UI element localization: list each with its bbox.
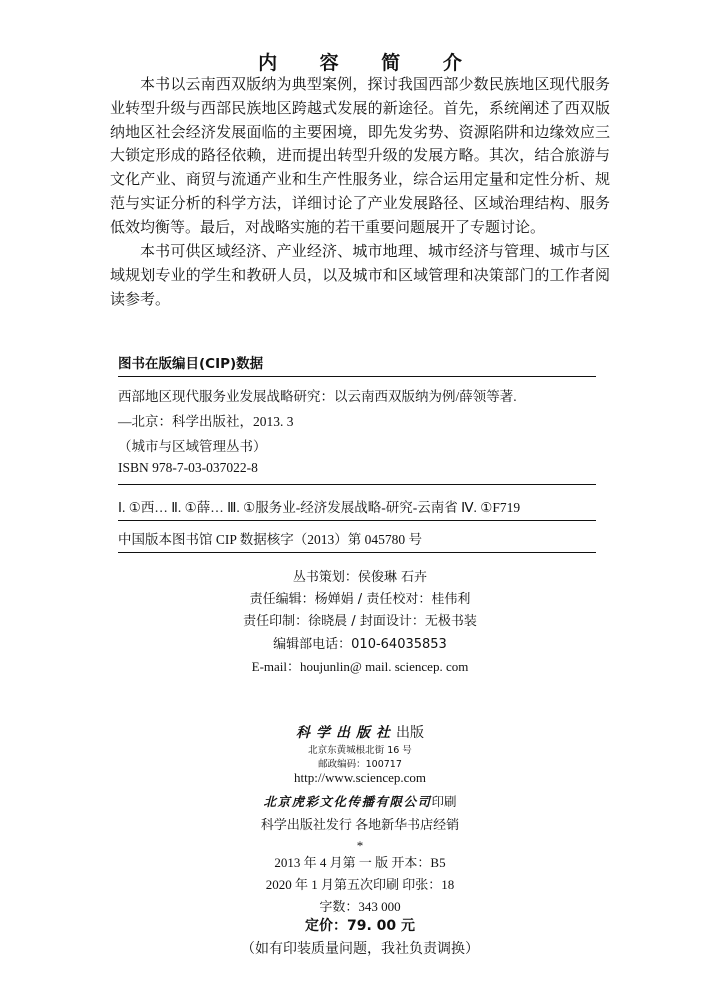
series-planning: 丛书策划：侯俊琳 石卉 <box>292 570 428 585</box>
cip-series-line: （城市与区域管理丛书） <box>118 439 267 454</box>
editorial-phone: 编辑部电话：010-64035853 <box>273 637 447 652</box>
summary-title: 内 容 简 介 <box>258 52 480 74</box>
quality-notice: （如有印装质量问题，我社负责调换） <box>241 941 479 957</box>
cip-record-number: 中国版本图书馆 CIP 数据核字（2013）第 045780 号 <box>118 532 423 547</box>
distribution-line: 科学出版社发行 各地新华书店经销 <box>260 817 460 832</box>
cip-publisher-line: —北京：科学出版社，2013. 3 <box>118 414 294 429</box>
cip-top-rule <box>118 376 596 377</box>
summary-paragraph-2: 本书可供区域经济、产业经济、城市地理、城市经济与管理、城市与区域规划专业的学生和教研人员，以及城市和区域管理和决策部门的工作者阅读参考。 <box>110 242 610 308</box>
responsible-editors: 责任编辑：杨婵娟 / 责任校对：桂伟利 <box>249 592 471 607</box>
publisher-suffix: 出版 <box>396 725 424 741</box>
cip-middle-rule <box>118 484 596 485</box>
price: 定价：79. 00 元 <box>304 918 416 934</box>
printer-suffix: 印刷 <box>431 794 457 809</box>
publisher-url: http://www.sciencep.com <box>293 770 426 785</box>
separator-star: * <box>356 838 364 853</box>
printing-line: 2020 年 1 月第五次印刷 印张：18 <box>265 877 455 892</box>
printing-and-design: 责任印制：徐晓晨 / 封面设计：无极书装 <box>243 614 477 629</box>
word-count: 字数：343 000 <box>319 899 401 914</box>
summary-paragraph-1: 本书以云南西双版纳为典型案例，探讨我国西部少数民族地区现代服务业转型升级与西部民族地区跨越式发展的新途径。首先，系统阐述了西双版纳地区社会经济发展面临的主要困境，即先发劣势、资源陷阱和边缘效应三大锁定形成的路径依赖，进而提出转型升级的发展方略。其次，结合旅游与文化产业、商贸与流通产业和生产性服务业，综合运用定量和定性分析、规范与实证分析的科学方法，详细讨论了产业发展路径、区域治理结构、服务低效均衡等。最后，对战略实施的若干重要问题展开了专题讨论。 <box>110 75 610 236</box>
printer-line <box>0 792 720 810</box>
publisher-postcode: 邮政编码：100717 <box>318 759 402 770</box>
cip-lower-rule <box>118 520 596 521</box>
cip-title-line: 西部地区现代服务业发展战略研究：以云南西双版纳为例/薛领等著. <box>118 389 517 404</box>
editorial-email: E-mail：houjunlin@ mail. sciencep. com <box>251 659 469 674</box>
cip-subject-line: Ⅰ. ①西… Ⅱ. ①薛… Ⅲ. ①服务业-经济发展战略-研究-云南省 Ⅳ. ①F719 <box>118 500 521 515</box>
cip-bottom-rule <box>118 552 596 553</box>
cip-heading: 图书在版编目(CIP)数据 <box>118 356 264 372</box>
edition-line: 2013 年 4 月第 一 版 开本：B5 <box>274 855 446 870</box>
publisher-line <box>0 722 720 742</box>
cip-isbn-line: ISBN 978-7-03-037022-8 <box>118 460 258 475</box>
publisher-logo: 科学出版社 <box>296 725 396 741</box>
printer-logo: 北京虎彩文化传播有限公司 <box>263 794 432 809</box>
publisher-address: 北京东黄城根北街 16 号 <box>308 745 412 756</box>
